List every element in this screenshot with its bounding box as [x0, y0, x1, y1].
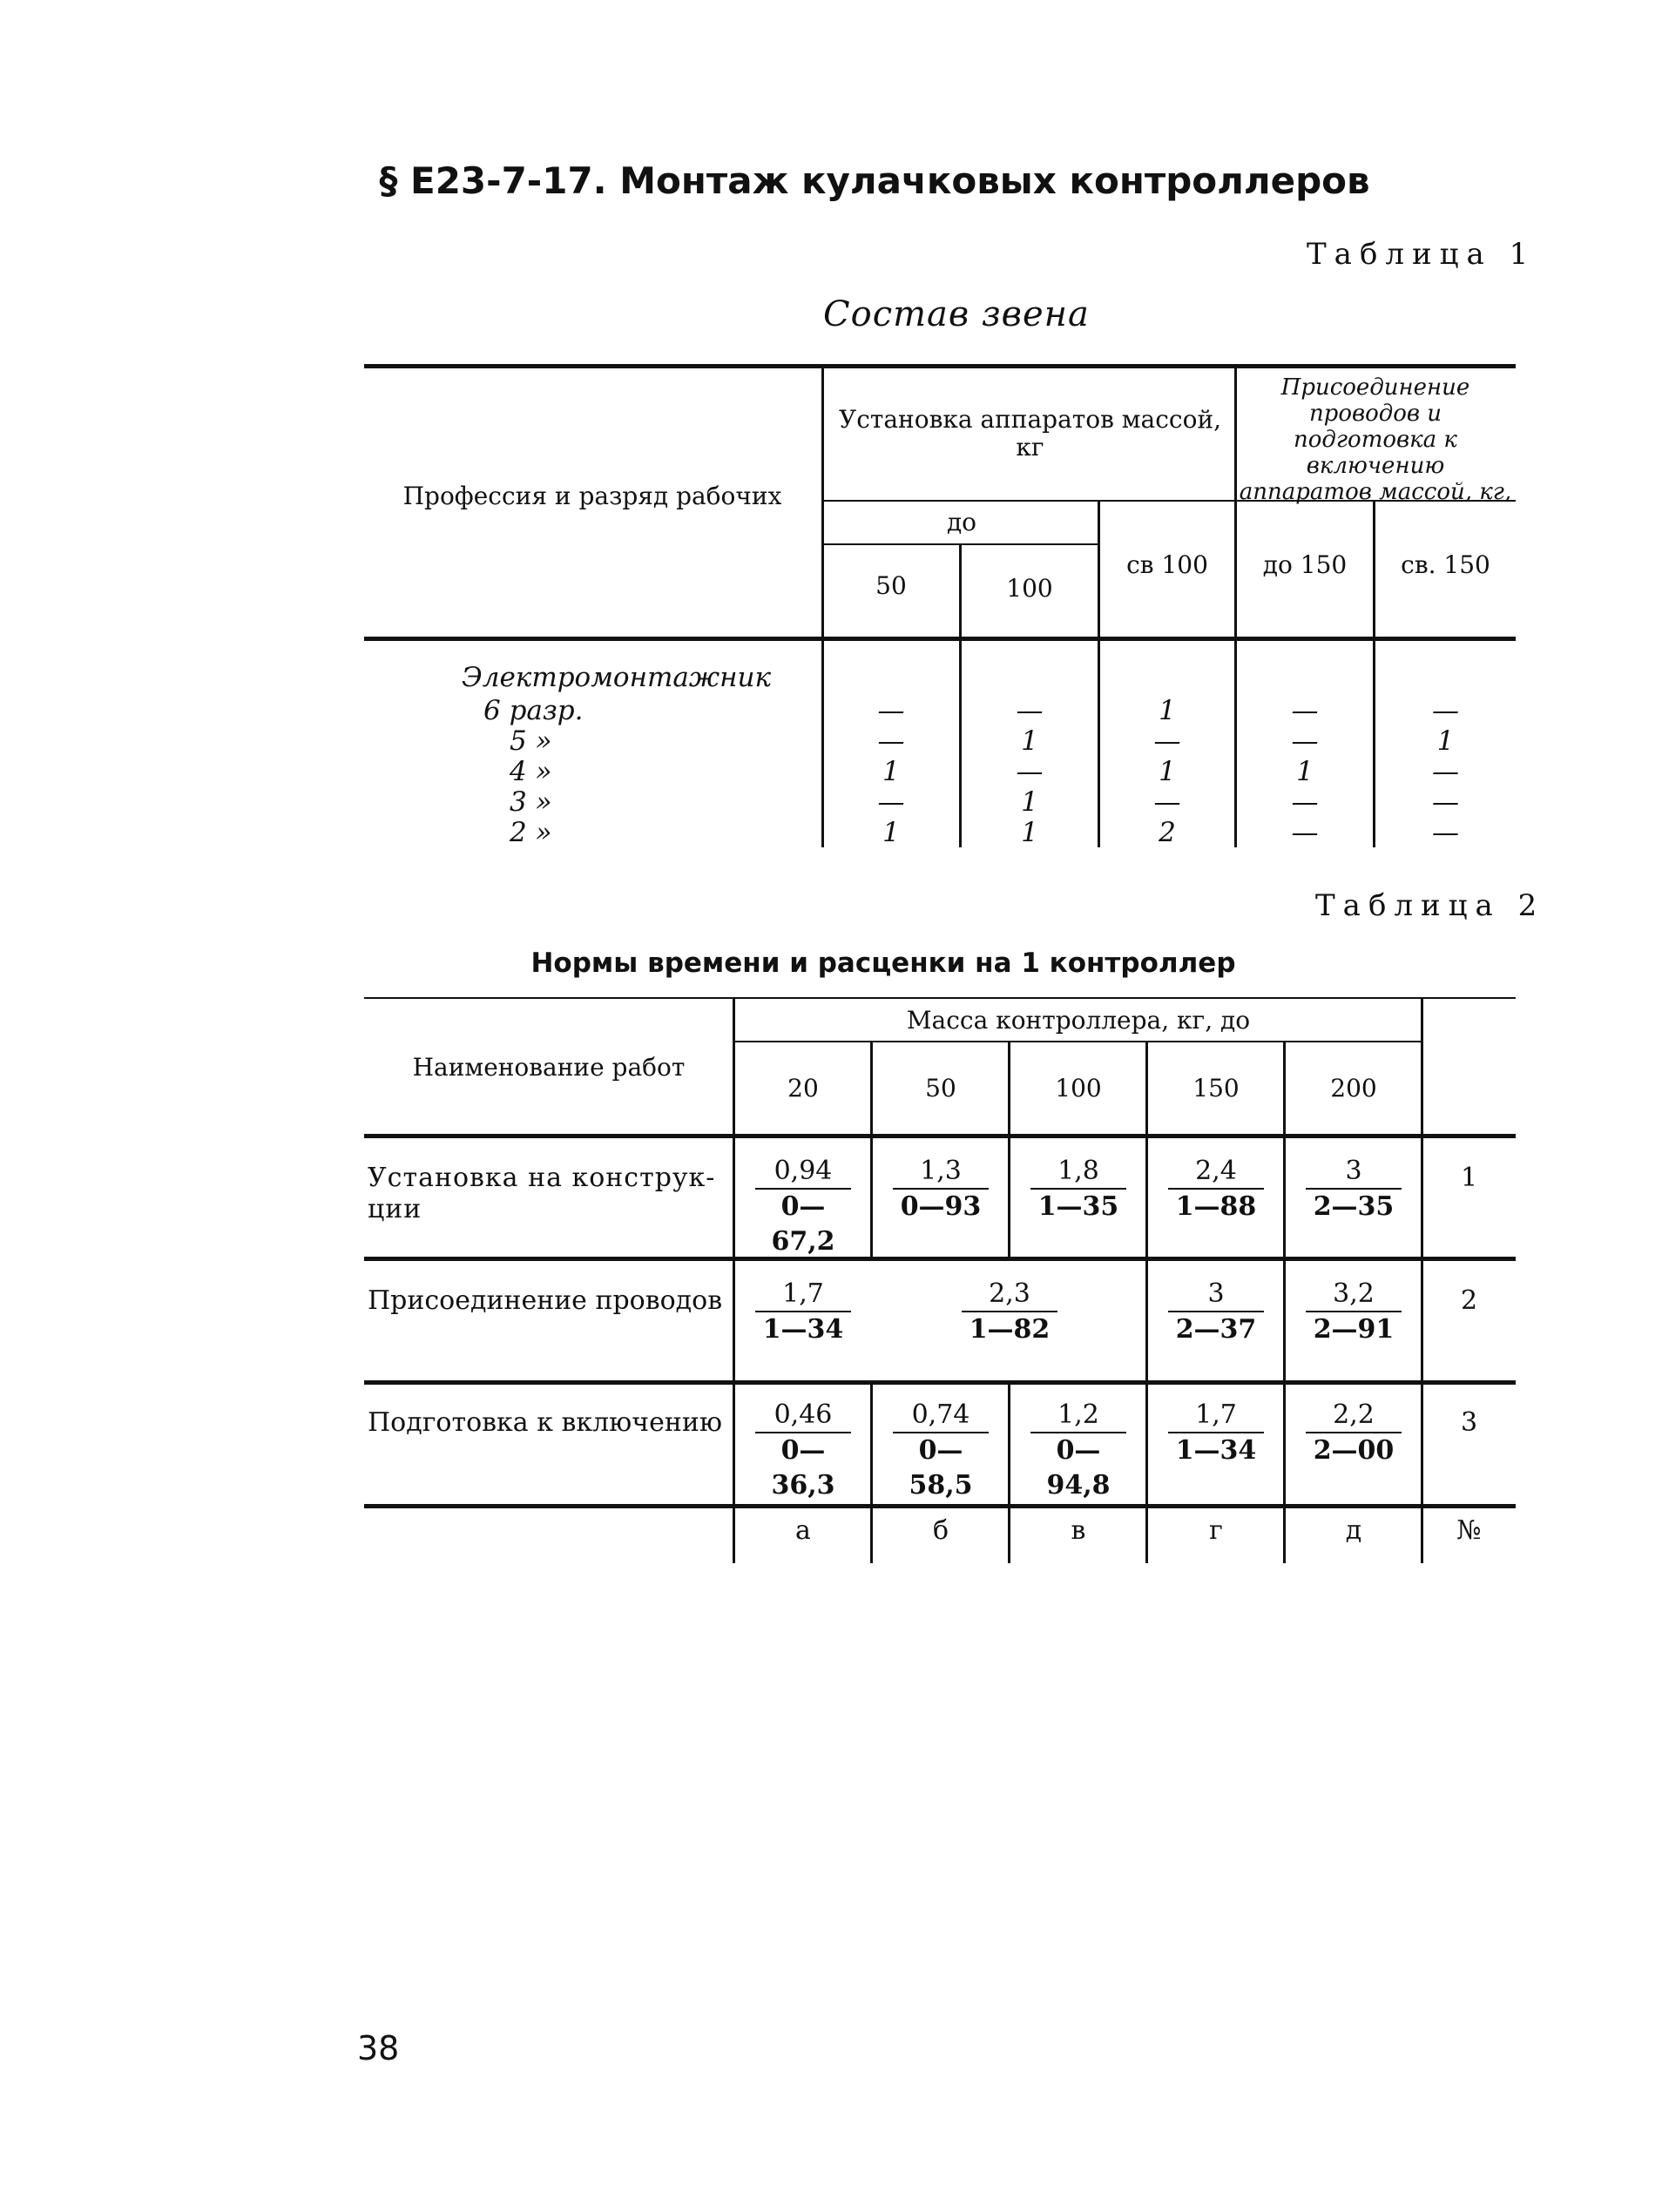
t1-grade-4: 2 » — [510, 817, 552, 848]
t2-row1-name-line1: Установка на конструк- — [368, 1163, 716, 1193]
t2-row3-no: 3 — [1460, 1407, 1478, 1438]
t2-row3-name: Подготовка к включению — [368, 1407, 722, 1438]
t1-cell: — — [1291, 817, 1319, 848]
t1-cell: — — [1432, 786, 1459, 818]
t1-cell: — — [1432, 756, 1459, 787]
t2-rate: 1—88 — [1175, 1191, 1257, 1222]
t1-cell: — — [1291, 695, 1319, 726]
t2-rate: 0—58,5 — [909, 1435, 973, 1501]
t2-rate: 1—34 — [762, 1314, 844, 1345]
t1-cell: 2 — [1159, 817, 1176, 848]
t1-header-upto: до — [946, 508, 977, 536]
t2-footer-b: б — [932, 1515, 949, 1546]
table2-caption: Нормы времени и расценки на 1 контроллер — [530, 948, 1236, 979]
t2-col-20: 20 — [787, 1074, 819, 1103]
t1-cell: 1 — [1296, 756, 1314, 787]
t2-rate: 0—36,3 — [771, 1435, 835, 1501]
t1-header-upto150: до 150 — [1262, 550, 1348, 579]
t1-header-install: Установка аппаратов массой, кг — [838, 405, 1222, 462]
t2-fraction — [755, 1155, 851, 1259]
t2-col-150: 150 — [1192, 1074, 1240, 1103]
t2-col-100: 100 — [1055, 1074, 1102, 1103]
t2-time-norm: 3 — [1306, 1155, 1402, 1190]
t2-rate: 0—94,8 — [1046, 1435, 1111, 1501]
t2-time-norm: 3,2 — [1306, 1278, 1402, 1312]
t1-cell: 1 — [1021, 786, 1038, 818]
t2-time-norm: 2,4 — [1168, 1155, 1264, 1190]
t2-fraction — [755, 1278, 851, 1347]
t2-footer-g: г — [1209, 1515, 1223, 1546]
t1-cell: — — [877, 695, 905, 726]
t2-time-norm: 1,8 — [1030, 1155, 1126, 1190]
t2-footer-d: д — [1345, 1515, 1362, 1546]
t2-fraction — [1030, 1155, 1126, 1224]
t2-time-norm: 0,46 — [755, 1399, 851, 1433]
t1-cell: — — [1153, 725, 1181, 757]
t2-footer-v: в — [1071, 1515, 1086, 1546]
t2-fraction — [1306, 1278, 1402, 1347]
t1-cell: — — [877, 725, 905, 757]
t2-rate: 2—37 — [1175, 1314, 1257, 1345]
t2-row1-no: 1 — [1460, 1163, 1478, 1193]
t2-rate: 2—91 — [1313, 1314, 1395, 1345]
t1-header-over100: св 100 — [1126, 550, 1208, 579]
t1-header-100: 100 — [1006, 574, 1053, 603]
t1-cell: 1 — [882, 756, 900, 787]
t2-rate: 0—67,2 — [771, 1191, 835, 1257]
t2-row2-no: 2 — [1460, 1285, 1478, 1316]
t2-time-norm: 2,3 — [962, 1278, 1057, 1312]
t2-row2-name: Присоединение проводов — [368, 1285, 723, 1316]
table1-label: Таблица 1 — [1307, 237, 1537, 272]
t2-fraction — [893, 1155, 989, 1224]
page-number: 38 — [357, 2029, 400, 2067]
t2-col-200: 200 — [1330, 1074, 1377, 1103]
t1-header-profession: Профессия и разряд рабочих — [402, 482, 782, 510]
t1-cell: — — [1432, 695, 1459, 726]
t2-time-norm: 3 — [1168, 1278, 1264, 1312]
t1-cell: — — [1016, 695, 1044, 726]
t1-cell: 1 — [1159, 695, 1176, 726]
t1-cell: 1 — [882, 817, 900, 848]
t1-profession-name: Электромонтажник — [462, 662, 772, 693]
t1-cell: 1 — [1159, 756, 1176, 787]
t2-rate: 2—35 — [1313, 1191, 1395, 1222]
t1-header-50: 50 — [875, 571, 907, 600]
t2-row1-name-line2: ции — [368, 1194, 422, 1224]
t1-header-connect: Присоединение проводов и подготовка к включению аппаратов массой, кг, — [1239, 374, 1512, 505]
t2-fraction — [1306, 1399, 1402, 1468]
t2-rate: 0—93 — [900, 1191, 982, 1222]
t1-cell: — — [1016, 756, 1044, 787]
t2-fraction — [1168, 1399, 1264, 1468]
t1-cell: — — [1153, 786, 1181, 818]
table1-caption: Состав звена — [823, 294, 1090, 334]
t2-rate: 2—00 — [1313, 1435, 1395, 1466]
t2-header-mass: Масса контроллера, кг, до — [906, 1006, 1251, 1035]
t2-fraction — [1030, 1399, 1126, 1503]
t1-header-over150: св. 150 — [1401, 550, 1490, 579]
t2-fraction — [1306, 1155, 1402, 1224]
t2-fraction — [755, 1399, 851, 1503]
t2-fraction — [1168, 1278, 1264, 1347]
t2-time-norm: 1,2 — [1030, 1399, 1126, 1433]
t1-cell: — — [1291, 725, 1319, 757]
t1-grade-0: 6 разр. — [483, 695, 584, 726]
t2-fraction — [1168, 1155, 1264, 1224]
t1-cell: — — [1432, 817, 1459, 848]
t1-grade-1: 5 » — [510, 725, 552, 757]
t2-fraction — [893, 1399, 989, 1503]
t1-cell: — — [1291, 786, 1319, 818]
t2-time-norm: 2,2 — [1306, 1399, 1402, 1433]
t2-footer-no: № — [1456, 1515, 1482, 1546]
t1-cell: 1 — [1436, 725, 1455, 757]
t2-header-work: Наименование работ — [412, 1053, 686, 1082]
t2-time-norm: 1,3 — [893, 1155, 989, 1190]
t2-col-50: 50 — [925, 1074, 956, 1103]
t2-time-norm: 0,94 — [755, 1155, 851, 1190]
page-title: § Е23-7-17. Монтаж кулачковых контроллеров — [379, 159, 1370, 202]
t2-time-norm: 0,74 — [893, 1399, 989, 1433]
t2-rate: 1—82 — [969, 1314, 1051, 1345]
t1-grade-3: 3 » — [510, 786, 552, 818]
t2-time-norm: 1,7 — [755, 1278, 851, 1312]
t1-cell: 1 — [1021, 817, 1038, 848]
t2-rate: 1—35 — [1037, 1191, 1119, 1222]
t1-cell: — — [877, 786, 905, 818]
table2-label: Таблица 2 — [1315, 888, 1545, 923]
t1-cell: 1 — [1021, 725, 1038, 757]
t2-time-norm: 1,7 — [1168, 1399, 1264, 1433]
t2-footer-a: а — [795, 1515, 811, 1546]
t1-grade-2: 4 » — [510, 756, 552, 787]
t2-rate: 1—34 — [1175, 1435, 1257, 1466]
t2-fraction — [962, 1278, 1057, 1347]
